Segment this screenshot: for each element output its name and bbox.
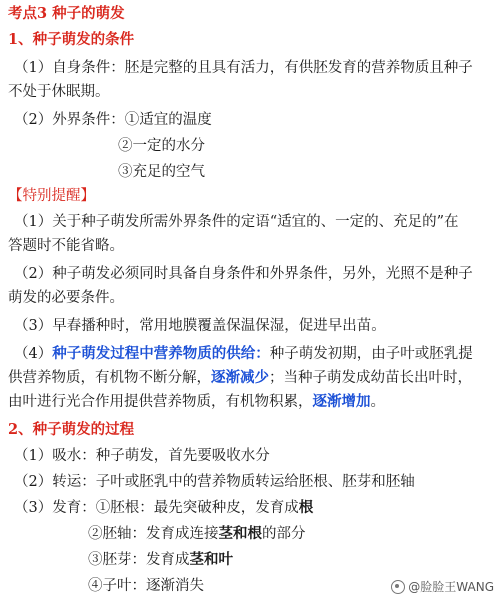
internal-condition-line1 — [14, 58, 473, 78]
process-step-1: （1）吸水：种子萌发，首先要吸收水分 — [14, 448, 270, 464]
dev-plumule-label: ③胚芽：发育成 — [88, 552, 190, 568]
watermark-logo-icon — [391, 580, 405, 594]
internal-condition-line2: 不处于休眠期。 — [8, 84, 110, 100]
tip4-line2 — [8, 368, 472, 388]
tip4-highlight: 种子萌发过程中营养物质的供给： — [52, 345, 270, 362]
dev-hypocotyl — [88, 524, 306, 544]
external-item-2: ②一定的水分 — [118, 138, 205, 154]
dev-hypocotyl-label: ②胚轴：发育成连接 — [88, 526, 219, 542]
external-item-3: ③充足的空气 — [118, 164, 205, 180]
dev-hypocotyl-bold: 茎和根 — [218, 525, 262, 542]
tip4-line1-rest: 种子萌发初期，由子叶或胚乳提 — [269, 346, 473, 362]
tip4-line3 — [8, 392, 385, 412]
tip2-line2: 萌发的必要条件。 — [8, 290, 124, 306]
external-item-1: ①适宜的温度 — [124, 112, 212, 128]
watermark-text: @脸脸王WANG — [408, 580, 494, 594]
process-step-3-prefix: （3）发育： — [14, 500, 96, 516]
tip4-line1 — [14, 344, 473, 364]
tip1-line1: （1）关于种子萌发所需外界条件的定语“适宜的、一定的、充足的”在 — [14, 214, 459, 230]
dev-cotyledon: ④子叶：逐渐消失 — [88, 578, 204, 594]
process-step-3 — [14, 498, 313, 518]
external-prefix: （2）外界条件： — [14, 112, 125, 128]
internal-text: 胚是完整的且具有活力，有供胚发育的营养物质且种子 — [124, 60, 473, 76]
section2-title: 2、种子萌发的过程 — [8, 421, 135, 438]
tip4-line3-b: 。 — [370, 394, 385, 410]
tip4-line2-a: 供营养物质，有机物不断分解， — [8, 370, 211, 386]
tip4-prefix: （4） — [14, 346, 53, 362]
tip2-line1: （2）种子萌发必须同时具备自身条件和外界条件，另外，光照不是种子 — [14, 266, 473, 282]
tip4-line2-b: ；当种子萌发成幼苗长出叶时， — [269, 370, 472, 386]
dev-plumule — [88, 550, 233, 570]
dev-plumule-bold: 茎和叶 — [189, 551, 233, 568]
tip3: （3）早春播种时，常用地膜覆盖保温保湿，促进早出苗。 — [14, 318, 386, 334]
internal-prefix: （1）自身条件： — [14, 60, 125, 76]
tip4-decrease: 逐渐减少 — [211, 369, 269, 386]
dev-radicle-bold: 根 — [298, 499, 314, 516]
tip4-line3-a: 由叶进行光合作用提供营养物质，有机物积累， — [8, 394, 313, 410]
tip1-line2: 答题时不能省略。 — [8, 238, 124, 254]
page-heading: 考点3 种子的萌发 — [8, 5, 125, 22]
tip-title: 【特别提醒】 — [8, 188, 95, 204]
dev-hypocotyl-tail: 的部分 — [262, 526, 306, 542]
external-condition-line — [14, 110, 212, 130]
tip4-increase: 逐渐增加 — [312, 393, 371, 410]
watermark — [391, 578, 494, 595]
section1-title: 1、种子萌发的条件 — [8, 31, 135, 48]
process-step-2: （2）转运：子叶或胚乳中的营养物质转运给胚根、胚芽和胚轴 — [14, 474, 415, 490]
dev-radicle-label: ①胚根：最先突破种皮，发育成 — [95, 500, 299, 516]
